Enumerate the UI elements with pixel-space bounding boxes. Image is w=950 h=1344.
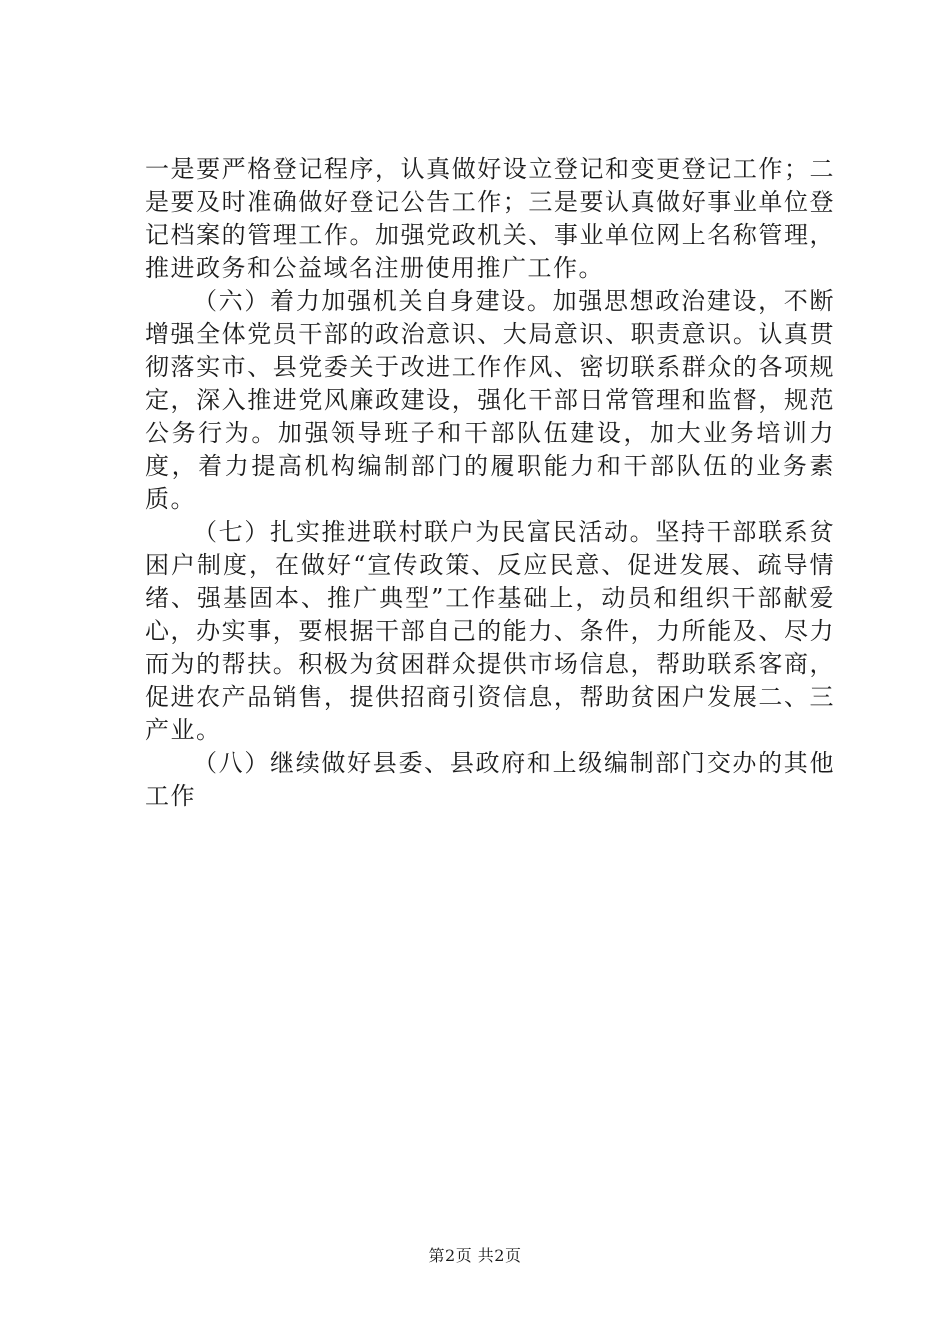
paragraph-section-8: （八）继续做好县委、县政府和上级编制部门交办的其他工作 [145,749,835,810]
document-body [145,153,835,813]
paragraph-continuation: 一是要严格登记程序，认真做好设立登记和变更登记工作；二是要及时准确做好登记公告工作；三是要认真做好事业单位登记档案的管理工作。加强党政机关、事业单位网上名称管理，推进政务和公益域名注册使用推广工作。 [145,155,835,282]
paragraph-section-7: （七）扎实推进联村联户为民富民活动。坚持干部联系贫困户制度，在做好“宣传政策、反应民意、促进发展、疏导情绪、强基固本、推广典型”工作基础上，动员和组织干部献爱心，办实事，要根据干部自己的能力、条件，力所能及、尽力而为的帮扶。积极为贫困群众提供市场信息，帮助联系客商，促进农产品销售，提供招商引资信息，帮助贫困户发展二、三产业。 [145,518,835,744]
paragraph-section-6: （六）着力加强机关自身建设。加强思想政治建设，不断增强全体党员干部的政治意识、大局意识、职责意识。认真贯彻落实市、县党委关于改进工作作风、密切联系群众的各项规定，深入推进党风廉政建设，强化干部日常管理和监督，规范公务行为。加强领导班子和干部队伍建设，加大业务培训力度，着力提高机构编制部门的履职能力和干部队伍的业务素质。 [145,287,835,513]
page-number-footer: 第2页 共2页 [428,1246,522,1265]
